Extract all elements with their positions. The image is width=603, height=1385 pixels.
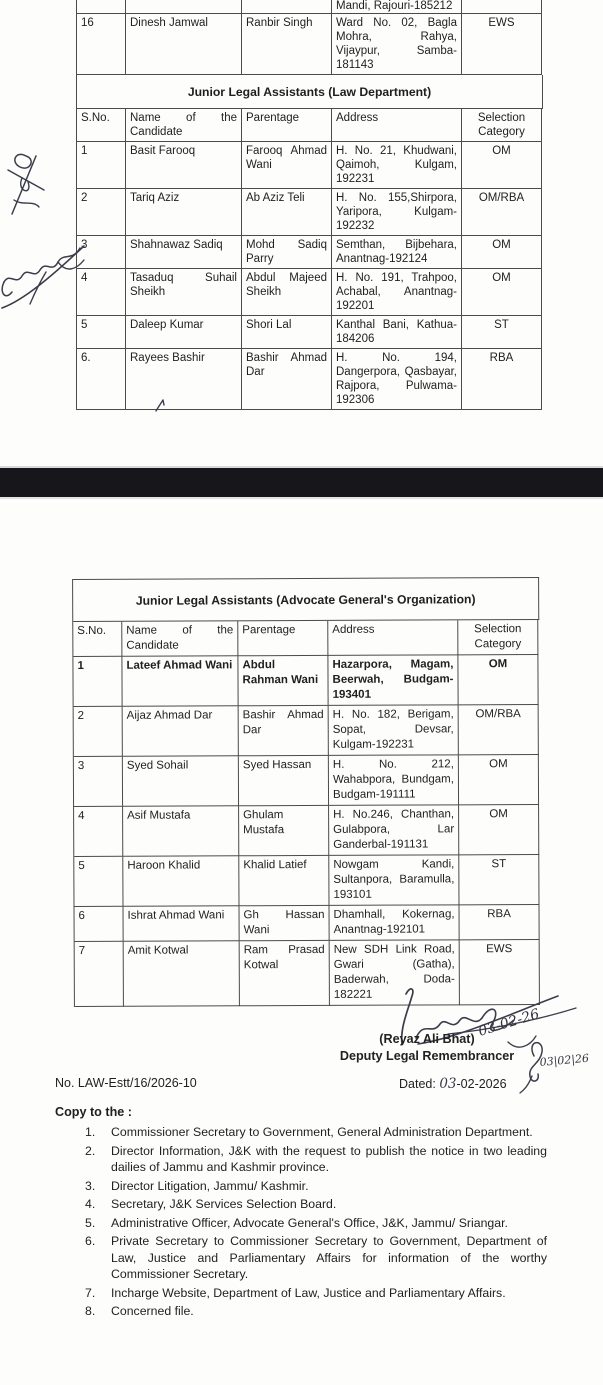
cell-address: H. No. 155,Shirpora, Yaripora, Kulgam-192232	[332, 189, 462, 236]
cell-sno: 2	[77, 189, 126, 236]
copy-to-item	[85, 1233, 547, 1283]
cell-parentage: Ghulam Mustafa	[239, 806, 329, 856]
dated-line	[399, 1076, 507, 1092]
reference-number: No. LAW-Estt/16/2026-10	[55, 1076, 197, 1090]
cell-address: Semthan, Bijbehara, Anantnag-192124	[332, 236, 462, 269]
copy-to-heading: Copy to the :	[55, 1105, 132, 1119]
cell-sno	[77, 0, 126, 14]
cell-category: RBA	[459, 905, 539, 940]
cell-name: Lateef Ahmad Wani	[122, 656, 238, 707]
cell-sno: 3	[77, 236, 126, 269]
dated-label: Dated:	[399, 1077, 440, 1091]
cell-name: Dinesh Jamwal	[126, 14, 242, 75]
cell-name: Daleep Kumar	[126, 316, 242, 349]
copy-to-item	[85, 1143, 547, 1176]
cell-parentage: Shori Lal	[242, 316, 332, 349]
cell-category: OM	[462, 142, 542, 189]
cell-category: OM	[459, 805, 539, 855]
cell-sno: 16	[77, 14, 126, 75]
cell-sno: 1	[73, 657, 122, 707]
table-row	[77, 349, 543, 410]
item-text: Private Secretary to Commissioner Secretary to Government, Department of Law, Justice and Parliamentary Affairs for information of the worthy Commissioner Secretary.	[111, 1234, 547, 1281]
cell-address: Ward No. 02, Bagla Mohra, Rahya, Vijaypur, Samba-181143	[332, 14, 462, 75]
cell-address: New SDH Link Road, Gwari (Gatha), Baderwah, Doda-182221	[330, 940, 460, 1006]
cell-category: OM/RBA	[459, 705, 539, 755]
signatory-name: (Reyaz Ali Bhat)	[379, 1032, 475, 1046]
item-number: 8.	[85, 1304, 96, 1318]
header-cell-parentage: Parentage	[242, 109, 332, 142]
item-text: Director Information, J&K with the request to publish the notice in two leading dailies of Jammu and Kashmir province.	[111, 1143, 547, 1174]
cell-address: Kanthal Bani, Kathua-184206	[332, 316, 462, 349]
cell-parentage: Syed Hassan	[239, 756, 329, 806]
signatory-block	[318, 1031, 536, 1065]
item-number: 7.	[85, 1285, 96, 1300]
cell-parentage: Gh Hassan Wani	[239, 906, 329, 941]
item-text: Commissioner Secretary to Government, General Administration Department.	[111, 1125, 533, 1139]
table-row	[74, 855, 540, 907]
cell-category: OM/RBA	[462, 189, 542, 236]
table-row	[74, 905, 540, 942]
copy-to-item	[85, 1215, 547, 1232]
item-text: Concerned file.	[111, 1304, 194, 1318]
cell-name: Tariq Aziz	[126, 189, 242, 236]
cell-sno: 2	[74, 707, 123, 757]
header-cell-parentage: Parentage	[238, 621, 328, 656]
item-text: Director Litigation, Jammu/ Kashmir.	[111, 1178, 309, 1193]
ago-table-header-row	[73, 620, 539, 657]
item-number: 4.	[85, 1197, 96, 1211]
cell-address: Nowgam Kandi, Sultanpora, Baramulla, 193101	[329, 855, 459, 906]
cell-parentage: Mohd Sadiq Parry	[242, 236, 332, 269]
cell-parentage: Ab Aziz Teli	[242, 189, 332, 236]
table-row	[74, 755, 540, 807]
table-row	[77, 269, 543, 316]
cell-name: Shahnawaz Sadiq	[126, 236, 242, 269]
header-cell-sno: S.No.	[77, 109, 126, 142]
item-number: 1.	[85, 1125, 96, 1139]
cell-category: ST	[459, 855, 539, 905]
cell-name: Tasaduq Suhail Sheikh	[126, 269, 242, 316]
cell-parentage: Ranbir Singh	[242, 14, 332, 75]
table-row-fragment	[77, 0, 543, 14]
signatory-designation: Deputy Legal Remembrancer	[339, 1049, 515, 1063]
signature-initials-date	[518, 1036, 603, 1099]
copy-to-item	[85, 1285, 547, 1302]
cell-parentage: Farooq Ahmad Wani	[242, 142, 332, 189]
table-row	[74, 805, 540, 857]
cell-category: RBA	[462, 349, 542, 410]
table-row-16	[77, 14, 543, 75]
item-text: Administrative Officer, Advocate General's Office, J&K, Jammu/ Sriangar.	[111, 1215, 508, 1230]
cell-address: H. No. 21, Khudwani, Qaimoh, Kulgam, 192231	[332, 142, 462, 189]
cell-name: Basit Farooq	[126, 142, 242, 189]
copy-to-list	[85, 1124, 547, 1322]
cell-sno: 5	[77, 316, 126, 349]
cell-parentage	[242, 0, 332, 14]
dated-day-handwritten: 03	[439, 1076, 457, 1092]
cell-category: OM	[458, 655, 538, 705]
law-table-header-row	[77, 109, 543, 142]
item-text: Secretary, J&K Services Selection Board.	[111, 1197, 337, 1211]
cell-address: H. No. 212, Wahabpora, Bundgam, Budgam-191111	[329, 755, 459, 806]
cell-sno: 6.	[77, 349, 126, 410]
page-separator-band	[0, 468, 603, 497]
copy-to-item	[85, 1178, 547, 1195]
header-cell-address: Address	[332, 109, 462, 142]
header-cell-name: Name of the Candidate	[122, 621, 238, 657]
cell-name: Syed Sohail	[123, 756, 239, 807]
cell-category: OM	[459, 755, 539, 805]
law-table-body	[77, 142, 543, 410]
header-cell-name: Name of the Candidate	[126, 109, 242, 142]
table-row	[77, 316, 543, 349]
ago-table-body	[73, 655, 541, 1007]
header-cell-sno: S.No.	[73, 622, 122, 657]
cell-sno: 1	[77, 142, 126, 189]
cell-parentage: Khalid Latief	[239, 856, 329, 906]
cell-address: H. No. 182, Berigam, Sopat, Devsar, Kulgam-192231	[329, 705, 459, 756]
margin-signature	[0, 212, 88, 317]
cell-address: H. No. 194, Dangerpora, Qasbayar, Rajpora, Pulwama-192306	[332, 349, 462, 410]
cell-category	[462, 0, 542, 14]
copy-to-item	[85, 1303, 547, 1320]
cell-name: Aijaz Ahmad Dar	[123, 706, 239, 757]
cell-sno: 7	[75, 942, 124, 1007]
cell-name: Ishrat Ahmad Wani	[123, 906, 239, 942]
item-text: Incharge Website, Department of Law, Justice and Parliamentary Affairs.	[111, 1285, 506, 1300]
table-row	[74, 705, 540, 757]
item-number: 5.	[85, 1215, 96, 1230]
cell-parentage: Bashir Ahmad Dar	[239, 706, 329, 756]
cell-category: OM	[462, 269, 542, 316]
cell-address: H. No. 191, Trahpoo, Achabal, Anantnag-192201	[332, 269, 462, 316]
cell-sno: 6	[74, 907, 123, 942]
cell-category: OM	[462, 236, 542, 269]
signature-side-date-text: 03|02|26	[539, 1051, 590, 1069]
cell-parentage: Bashir Ahmad Dar	[242, 349, 332, 410]
cell-sno: 5	[74, 857, 123, 907]
cell-parentage: Abdul Rahman Wani	[238, 656, 328, 706]
item-number: 6.	[85, 1234, 96, 1248]
law-department-table	[76, 0, 543, 410]
cell-category: EWS	[460, 940, 540, 1005]
stray-pen-mark	[154, 398, 166, 417]
cell-category: ST	[462, 316, 542, 349]
copy-to-item	[85, 1196, 547, 1213]
cell-parentage: Abdul Majeed Sheikh	[242, 269, 332, 316]
table-row	[77, 142, 543, 189]
law-table-title: Junior Legal Assistants (Law Department)	[77, 75, 543, 109]
cell-address-fragment: Mandi, Rajouri-185212	[332, 0, 462, 14]
cell-name: Haroon Khalid	[123, 856, 239, 907]
cell-name	[126, 0, 242, 14]
dated-rest: -02-2026	[456, 1077, 507, 1091]
cell-sno: 4	[77, 269, 126, 316]
header-cell-category: Selection Category	[462, 109, 542, 142]
header-cell-address: Address	[328, 620, 458, 656]
item-number: 3.	[85, 1178, 96, 1193]
table-row	[77, 189, 543, 236]
ago-table-title: Junior Legal Assistants (Advocate General's Organization)	[73, 577, 539, 622]
cell-name: Amit Kotwal	[124, 941, 240, 1007]
cell-address: Dhamhall, Kokernag, Anantnag-192101	[329, 905, 459, 941]
header-cell-category: Selection Category	[458, 620, 538, 655]
advocate-general-table	[72, 577, 541, 1007]
table-row	[77, 236, 543, 269]
cell-sno: 4	[74, 807, 123, 857]
cell-category: EWS	[462, 14, 542, 75]
signature-date-text: 03-02-26	[476, 1006, 542, 1040]
cell-sno: 3	[74, 757, 123, 807]
cell-name: Rayees Bashir	[126, 349, 242, 410]
item-number: 2.	[85, 1143, 96, 1158]
cell-name: Asif Mustafa	[123, 806, 239, 857]
cell-parentage: Ram Prasad Kotwal	[240, 941, 330, 1006]
copy-to-item	[85, 1124, 547, 1141]
table-row	[73, 655, 539, 707]
cell-address: Hazarpora, Magam, Beerwah, Budgam-193401	[328, 655, 458, 706]
cell-address: H. No.246, Chanthan, Gulabpora, Lar Ganderbal-191131	[329, 805, 459, 856]
